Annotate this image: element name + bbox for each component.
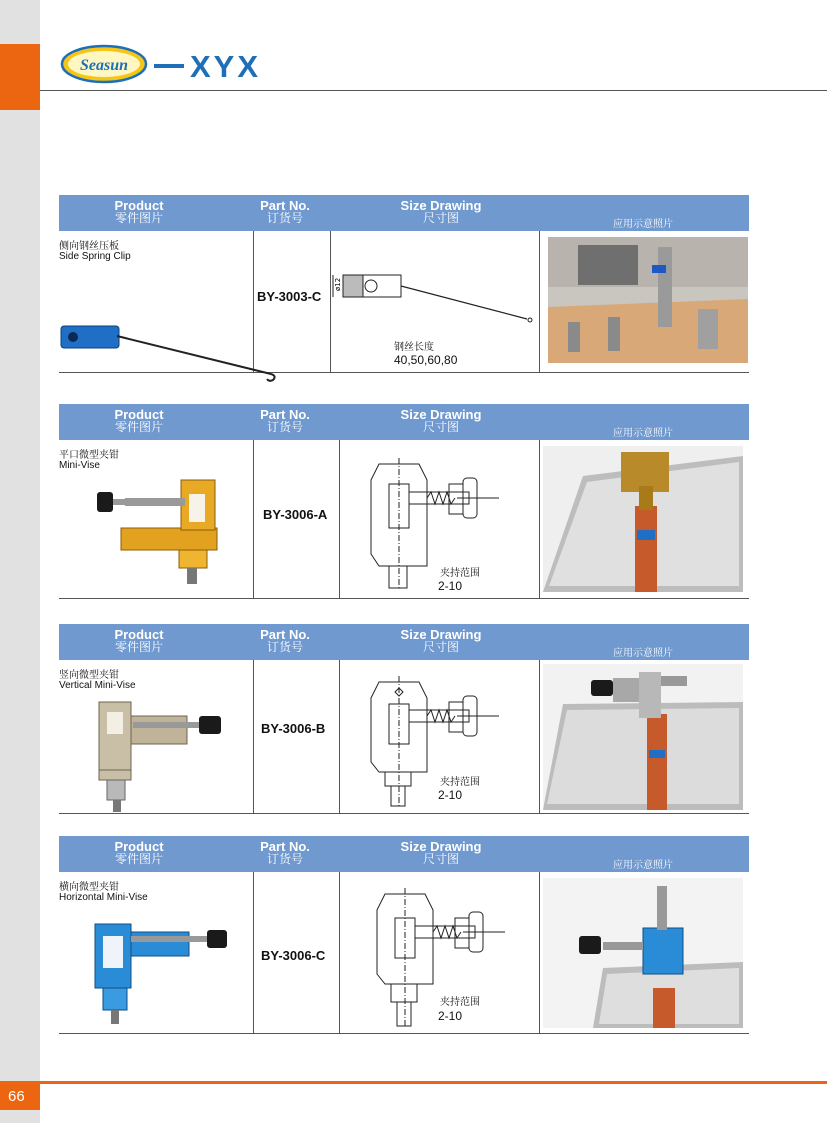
size-drawing-mini-vise	[349, 458, 509, 588]
part-number: BY-3006-C	[261, 948, 326, 963]
header-size-zh: 尺寸图	[422, 211, 459, 225]
section-header	[59, 624, 749, 660]
size-drawing-side-spring-clip	[331, 261, 541, 351]
application-photo-vertical-mini-vise	[543, 664, 743, 810]
product-image-horizontal-mini-vise	[89, 908, 239, 1028]
drawing-diameter-mark: ø12	[334, 277, 342, 291]
product-image-mini-vise	[89, 472, 219, 582]
part-number: BY-3006-A	[263, 507, 328, 522]
product-name-zh: 竖向微型夹钳	[59, 670, 119, 681]
product-name-zh: 侧向钢丝压板	[59, 241, 119, 252]
orange-tab-marker	[0, 44, 40, 110]
application-photo-mini-vise	[543, 446, 743, 592]
section-body	[59, 872, 749, 1034]
header-part-zh: 订货号	[266, 852, 303, 866]
header-photo-zh: 应用示意照片	[613, 860, 673, 871]
product-name-en: Side Spring Clip	[59, 251, 131, 262]
header-photo-zh: 应用示意照片	[613, 428, 673, 439]
logo-dash	[154, 64, 184, 68]
application-photo-horizontal-mini-vise	[543, 878, 743, 1028]
product-section-mini-vise	[59, 404, 749, 599]
dimension-label: 夹持范围	[440, 568, 480, 579]
dimension-label: 夹持范围	[440, 997, 480, 1008]
product-section-side-spring-clip	[59, 195, 749, 373]
product-name-en: Vertical Mini-Vise	[59, 680, 136, 691]
header-product-zh: 零件图片	[114, 211, 163, 225]
logo-series-text: XYX	[190, 49, 262, 84]
header-part-en: Part No.	[260, 839, 310, 854]
dimension-value: 40,50,60,80	[394, 353, 458, 367]
header-size-zh: 尺寸图	[422, 852, 459, 866]
dimension-value: 2-10	[438, 1009, 463, 1023]
section-body	[59, 231, 749, 373]
page-number: 66	[0, 1084, 40, 1110]
header-product-zh: 零件图片	[114, 852, 163, 866]
size-drawing-vertical-mini-vise	[349, 676, 509, 806]
product-name-en: Horizontal Mini-Vise	[59, 892, 148, 903]
product-name-en: Mini-Vise	[59, 460, 100, 471]
left-sidebar-bar	[0, 0, 40, 1123]
header-part-zh: 订货号	[266, 211, 303, 225]
section-header	[59, 404, 749, 440]
header-product-en: Product	[114, 627, 164, 642]
header-product-en: Product	[114, 839, 164, 854]
application-photo-side-spring-clip	[548, 237, 748, 363]
product-name-zh: 平口微型夹钳	[59, 450, 119, 461]
footer-divider	[0, 1081, 827, 1084]
dimension-label: 钢丝长度	[394, 342, 434, 353]
section-body	[59, 440, 749, 599]
header-size-en: Size Drawing	[400, 627, 482, 642]
header-size-zh: 尺寸图	[422, 420, 459, 434]
section-header	[59, 195, 749, 231]
header-part-zh: 订货号	[266, 420, 303, 434]
part-number: BY-3003-C	[257, 289, 322, 304]
product-section-vertical-mini-vise	[59, 624, 749, 814]
header-photo-zh: 应用示意照片	[613, 648, 673, 659]
header-part-en: Part No.	[260, 627, 310, 642]
section-header	[59, 836, 749, 872]
header-divider	[40, 90, 827, 91]
header-part-zh: 订货号	[266, 640, 303, 654]
product-section-horizontal-mini-vise	[59, 836, 749, 1034]
size-drawing-horizontal-mini-vise	[355, 888, 515, 1038]
header-product-en: Product	[114, 407, 164, 422]
header-photo-zh: 应用示意照片	[613, 219, 673, 230]
header-size-en: Size Drawing	[400, 839, 482, 854]
header-part-en: Part No.	[260, 198, 310, 213]
header-size-en: Size Drawing	[400, 407, 482, 422]
dimension-value: 2-10	[438, 788, 463, 802]
product-image-vertical-mini-vise	[89, 694, 229, 814]
dimension-label: 夹持范围	[440, 777, 480, 788]
header-part-en: Part No.	[260, 407, 310, 422]
logo-brand-text: Seasun	[79, 57, 129, 74]
product-image-side-spring-clip	[59, 281, 249, 371]
header-product-zh: 零件图片	[114, 420, 163, 434]
header-size-zh: 尺寸图	[422, 640, 459, 654]
product-name-zh: 横向微型夹钳	[59, 882, 119, 893]
header-size-en: Size Drawing	[400, 198, 482, 213]
part-number: BY-3006-B	[261, 721, 326, 736]
dimension-value: 2-10	[438, 579, 463, 593]
section-body	[59, 660, 749, 814]
header-product-en: Product	[114, 198, 164, 213]
brand-logo	[60, 43, 270, 87]
header-product-zh: 零件图片	[114, 640, 163, 654]
